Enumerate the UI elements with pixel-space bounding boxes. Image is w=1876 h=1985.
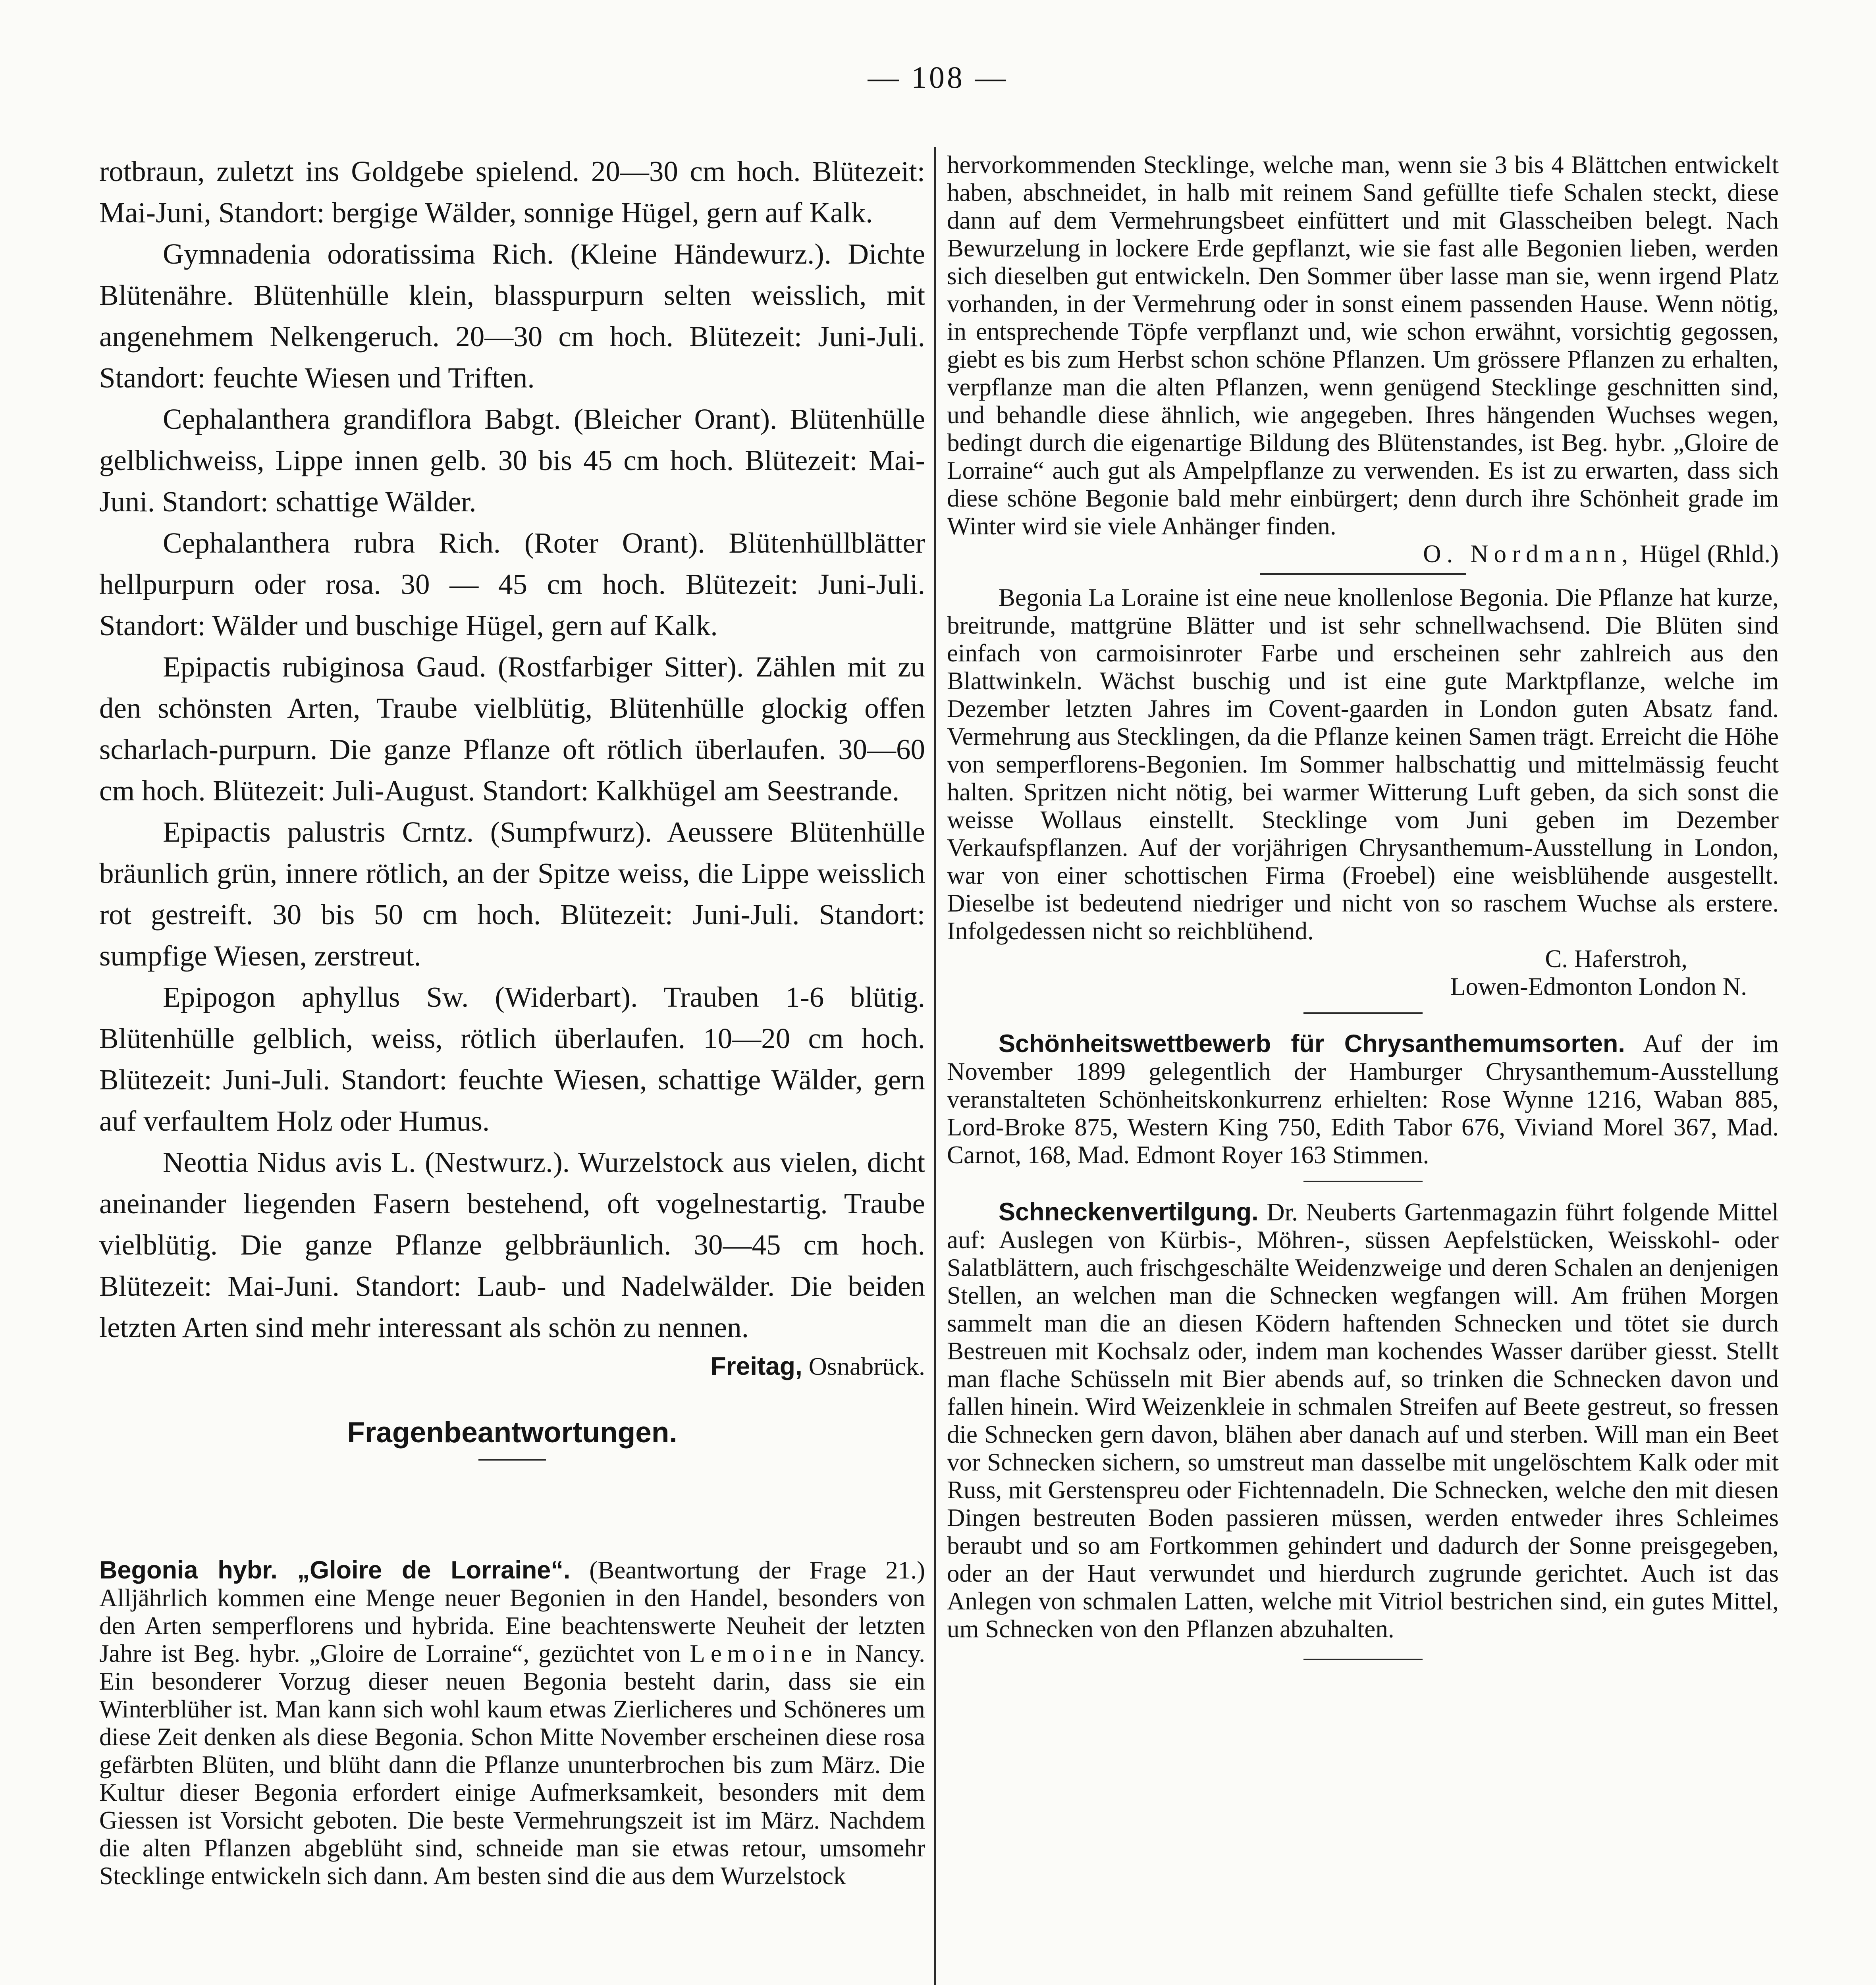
author-name: O. Nordmann, [1423,540,1634,568]
qa-title: Begonia hybr. „Gloire de Lorraine“. [99,1556,571,1584]
article-paragraph: hervorkommenden Stecklinge, welche man, wenn sie 3 bis 4 Blättchen entwickelt haben, abschneidet, in halb mit reinem Sand gefüllte tiefe Schalen steckt, diese dann auf dem Vermehrungsbeet einfüttert und mit Glasscheiben belegt. Nach Bewurzelung in lockere Erde gepflanzt, wie sie fast alle Begonien lieben, werden sich dieselben gut entwickeln. Den Sommer über lasse man sie, wenn irgend Platz vorhanden, in der Vermehrung oder in sonst einem passenden Hause. Wenn nötig, in entsprechende Töpfe verpflanzt und, wie schon erwähnt, vorsichtig gegossen, giebt es bis zum Herbst schon schöne Pflanzen. Um grössere Pflanzen zu erhalten, verpflanze man die alten Pflanzen, wenn genügend Stecklinge geschnitten sind, und behandle diese ähnlich, wie angegeben. Ihres hängenden Wuchses wegen, bedingt durch die eigenartige Bildung des Blütenstandes, ist Beg. hybr. „Gloire de Lorraine“ auch gut als Ampelpflanze zu verwenden. Es ist zu erwarten, dass sich diese schöne Begonie bald mehr einbürgert; denn durch ihre Schönheit grade im Winter wird sie viele Anhänger finden. [947,151,1779,540]
qa-text-a: (Beantwortung der Frage 21.) Alljährlich kommen eine Menge neuer Begonien in den Handel, besonders von den Arten semperflorens und hybrida. Eine beachtenswerte Neuheit der letzten Jahre ist Beg. hybr. „Gloire de Lorraine“, gezüchtet von [99,1556,925,1667]
author-signature [947,945,1779,973]
article-title: Schneckenvertilgung. [999,1198,1259,1226]
plant-entry: Epipogon aphyllus Sw. (Widerbart). Trauben 1-6 blütig. Blütenhülle gelblich, weiss, rötlich überlaufen. 10—20 cm hoch. Blütezeit: Juni-Juli. Standort: feuchte Wiesen, schattige Wälder, gern auf verfaultem Holz oder Humus. [99,981,925,1137]
qa-breeder: Lemoine [690,1640,818,1667]
plant-entry: Cephalanthera grandiflora Babgt. (Bleicher Orant). Blütenhülle gelblichweiss, Lippe innen gelb. 30 bis 45 cm hoch. Blütezeit: Mai-Juni. Standort: schattige Wälder. [99,403,925,518]
article-text: Auf der im November 1899 gelegentlich der Hamburger Chrysanthemum-Ausstellung veranstalteten Schönheitskonkurrenz erhielten: Rose Wynne 1216, Waban 885, Lord-Broke 875, Western King 750, Edith Tabor 676, Viviand Morel 367, Mad. Carnot, 168, Mad. Edmont Royer 163 Stimmen. [947,1030,1779,1169]
article-divider [1303,1012,1423,1014]
left-column-qa [99,1556,925,1985]
author-signature [947,540,1779,568]
article-paragraph [947,1198,1779,1643]
article-text: Dr. Neuberts Gartenmagazin führt folgende Mittel auf: Auslegen von Kürbis-, Möhren-, süssen Aepfelstücken, Weisskohl- oder Salatblättern, auch frischgeschälte Weidenzweige und deren Schalen an denjenigen Stellen, an welchen man die Schnecken wegfangen will. Am frühen Morgen sammelt man die an diesen Ködern haftenden Schnecken und tötet sie durch Bestreuen mit Kochsalz oder, indem man kochendes Wasser darüber giesst. Stellt man flache Schüsseln mit Bier abends auf, so trinken die Schnecken davon und fallen hinein. Wird Weizenkleie in schmalen Streifen auf Beete gestreut, so fressen die Schnecken gern davon, blähen aber danach auf und sterben. Will man ein Beet vor Schnecken sichern, so umstreut man dasselbe mit ungelöschtem Kalk oder mit Russ, mit Gerstenspreu oder Fichtennadeln. Die Schnecken, welche den mit diesen Dingen bestreuten Boden passieren müssen, werden entweder ihres Schleimes beraubt und so am Fortkommen gehindert und dadurch der Sonne preisgegeben, oder an der Haut verwundet und hierdurch zugrunde gerichtet. Auch ist das Anlegen von schmalen Latten, welche mit Vitriol bestrichen sind, ein gutes Mittel, um Schnecken von den Pflanzen abzuhalten. [947,1198,1779,1643]
article-divider [1303,1659,1423,1660]
article-paragraph: Begonia La Loraine ist eine neue knollenlose Begonia. Die Pflanze hat kurze, breitrunde, mattgrüne Blätter und ist sehr schnellwachsend. Die Blüten sind einfach von carmoisinroter Farbe und erscheinen sehr zahlreich aus den Blattwinkeln. Wächst buschig und ist eine gute Marktpflanze, welche im Dezember letzten Jahres im Covent-gaarden in London guten Absatz fand. Vermehrung aus Stecklingen, da die Pflanze keinen Samen trägt. Erreicht die Höhe von semperflorens-Begonien. Im Sommer halbschattig und mittelmässig feucht halten. Spritzen nicht nötig, bei warmer Witterung Luft geben, da sich sonst die weisse Wollaus einstellt. Stecklinge vom Juni geben im Dezember Verkaufspflanzen. Auf der vorjährigen Chrysanthemum-Ausstellung in London, war von einer schottischen Firma (Froebel) eine weisblühende ausgestellt. Dieselbe ist bedeutend niedriger und nicht von so raschem Wuchse als erstere. Infolgedessen nicht so reichblühend. [947,584,1779,945]
article-paragraph [947,1030,1779,1169]
author-address [947,973,1779,1000]
author-name: Freitag, [710,1352,802,1380]
plant-entry: rotbraun, zuletzt ins Goldgebe spielend. 20—30 cm hoch. Blütezeit: Mai-Juni, Standort: bergige Wälder, sonnige Hügel, gern auf Kalk. [99,155,925,229]
plant-entry: Epipactis palustris Crntz. (Sumpfwurz). Aeussere Blütenhülle bräunlich grün, innere rötlich, an der Spitze weiss, die Lippe weisslich rot gestreift. 30 bis 50 cm hoch. Blütezeit: Juni-Juli. Standort: sumpfige Wiesen, zerstreut. [99,816,925,972]
author-place: Lowen-Edmonton London N. [1450,973,1747,1000]
page-number: — 108 — [868,60,1008,94]
article-divider [1260,573,1466,575]
plant-entry: Epipactis rubiginosa Gaud. (Rostfarbiger Sitter). Zählen mit zu den schönsten Arten, Traube vielblütig, Blütenhülle glockig offen scharlach-purpurn. Die ganze Pflanze oft rötlich überlaufen. 30—60 cm hoch. Blütezeit: Juli-August. Standort: Kalkhügel am Seestrande. [99,651,925,807]
author-place: Hügel (Rhld.) [1633,540,1779,568]
article-title: Schönheitswettbewerb für Chrysanthemumsorten. [999,1030,1625,1058]
column-divider [934,147,936,1985]
qa-entry [99,1556,925,1890]
plant-entry: Gymnadenia odoratissima Rich. (Kleine Händewurz.). Dichte Blütenähre. Blütenhülle klein, blasspurpurn selten weisslich, mit angenehmem Nelkengeruch. 20—30 cm hoch. Blütezeit: Juni-Juli. Standort: feuchte Wiesen und Triften. [99,238,925,394]
author-signature [99,1348,925,1384]
author-place: Osnabrück. [802,1352,925,1380]
plant-entry: Neottia Nidus avis L. (Nestwurz.). Wurzelstock aus vielen, dicht aneinander liegenden Fasern bestehend, oft vogelnestartig. Traube vielblütig. Die ganze Pflanze gelbbräunlich. 30—45 cm hoch. Blütezeit: Mai-Juni. Standort: Laub- und Nadelwälder. Die beiden letzten Arten sind mehr interessant als schön zu nennen. [99,1146,925,1343]
left-column [99,151,925,1509]
heading-divider [478,1459,546,1461]
author-name: C. Haferstroh, [1545,945,1687,973]
plant-entry: Cephalanthera rubra Rich. (Roter Orant). Blütenhüllblätter hellpurpurn oder rosa. 30 — 45 cm hoch. Blütezeit: Juni-Juli. Standort: Wälder und buschige Hügel, gern auf Kalk. [99,527,925,642]
section-heading: Fragenbeantwortungen. [347,1416,677,1449]
article-divider [1303,1181,1423,1182]
right-column [947,151,1779,1985]
qa-text-b: in Nancy. Ein besonderer Vorzug dieser neuen Begonia besteht darin, dass sie ein Winterblüher ist. Man kann sich wohl kaum etwas Zierlicheres und Schöneres um diese Zeit denken als diese Begonia. Schon Mitte November erscheinen diese rosa gefärbten Blüten, und blüht dann die Pflanze ununterbrochen bis zum März. Die Kultur dieser Begonia erfordert einige Aufmerksamkeit, besonders mit dem Giessen ist Vorsicht geboten. Die beste Vermehrungszeit ist im März. Nachdem die alten Pflanzen abgeblüht sind, schneide man sie etwas retour, umsomehr Stecklinge entwickeln sich dann. Am besten sind die aus dem Wurzelstock [99,1640,925,1890]
